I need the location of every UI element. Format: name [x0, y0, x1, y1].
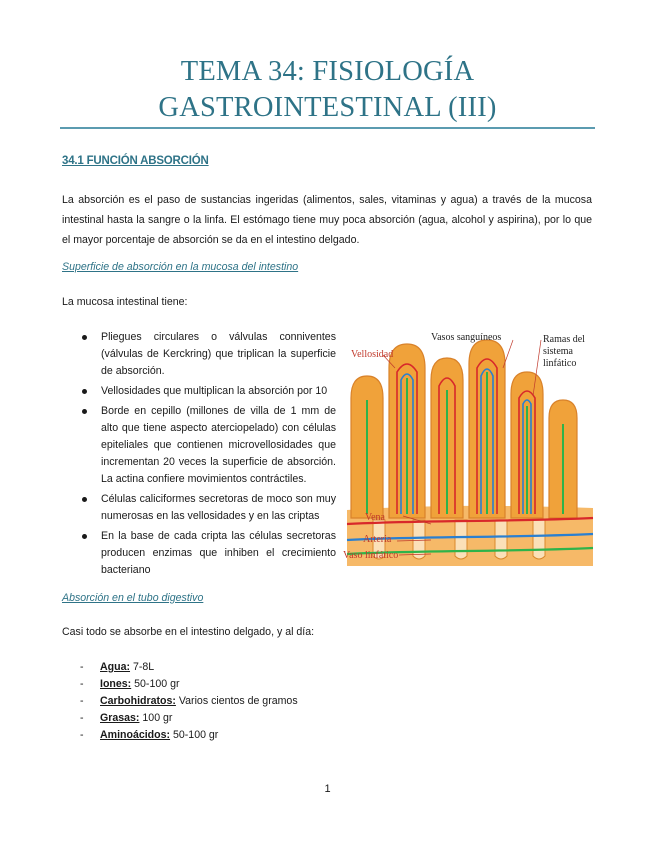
bullet-dot-icon — [82, 534, 87, 539]
title-line-1: TEMA 34: FISIOLOGÍA — [180, 56, 475, 87]
bullet-dot-icon — [82, 497, 87, 502]
digestive-subheading: Absorción en el tubo digestivo — [62, 592, 204, 604]
surface-bullet-list — [82, 329, 336, 582]
label-arteria: Arteria — [363, 534, 392, 545]
page-title — [60, 54, 595, 126]
bullet-item: Borde en cepillo (millones de villa de 1 mm de alto que tiene aspecto aterciopelado) con células epiteliales que contienen microvellosidades que incrementan 20 veces la superficie de absorción. La actina confiere movimientos contráctiles. — [82, 403, 336, 488]
absorption-list — [80, 659, 298, 744]
label-vena: Vena — [365, 512, 385, 523]
bullet-dot-icon — [82, 335, 87, 340]
absorption-item: - Aminoácidos: 50-100 gr — [80, 729, 219, 741]
bullet-dot-icon — [82, 409, 87, 414]
label-vaso-linfatico: Vaso linfático — [343, 550, 399, 561]
surface-lead: La mucosa intestinal tiene: — [62, 296, 188, 308]
section-heading: 34.1 FUNCIÓN ABSORCIÓN — [62, 155, 209, 167]
absorption-item: - Grasas: 100 gr — [80, 712, 173, 724]
label-ramas-line-2: sistema — [543, 346, 573, 357]
page-number: 1 — [324, 783, 331, 795]
absorption-item: - Iones: 50-100 gr — [80, 678, 180, 690]
title-divider — [60, 127, 595, 129]
bullet-item: En la base de cada cripta las células secretoras producen enzimas que inhiben el crecimiento bacteriano — [82, 528, 336, 579]
label-ramas-line-3: linfático — [543, 358, 577, 369]
absorption-item: - Carbohidratos: Varios cientos de gramos — [80, 695, 298, 707]
label-vellosidad: Vellosidad — [351, 349, 394, 360]
bullet-item: Vellosidades que multiplican la absorción por 10 — [82, 383, 336, 400]
label-ramas-line-1: Ramas del — [543, 334, 585, 345]
digestive-lead: Casi todo se absorbe en el intestino delgado, y al día: — [62, 626, 315, 638]
intro-paragraph: La absorción es el paso de sustancias ingeridas (alimentos, sales, vitaminas y agua) a través de la mucosa intestinal hasta la sangre o la linfa. El estómago tiene muy poca absorción (agua, alcohol y aspirina), por lo que el mayor porcentaje de absorción se da en el intestino delgado. — [62, 194, 592, 246]
bullet-item: Pliegues circulares o válvulas conniventes (válvulas de Kerckring) que triplican la superficie de absorción. — [82, 329, 336, 380]
surface-subheading: Superficie de absorción en la mucosa del intestino — [62, 261, 299, 273]
bullet-item: Células caliciformes secretoras de moco son muy numerosas en las vellosidades y en las criptas — [82, 491, 336, 525]
title-line-2: GASTROINTESTINAL (III) — [158, 92, 497, 123]
bullet-dot-icon — [82, 389, 87, 394]
absorption-item: - Agua: 7-8L — [80, 661, 155, 673]
villi-illustration — [343, 328, 595, 572]
label-vasos-sanguineos: Vasos sanguíneos — [431, 332, 502, 343]
